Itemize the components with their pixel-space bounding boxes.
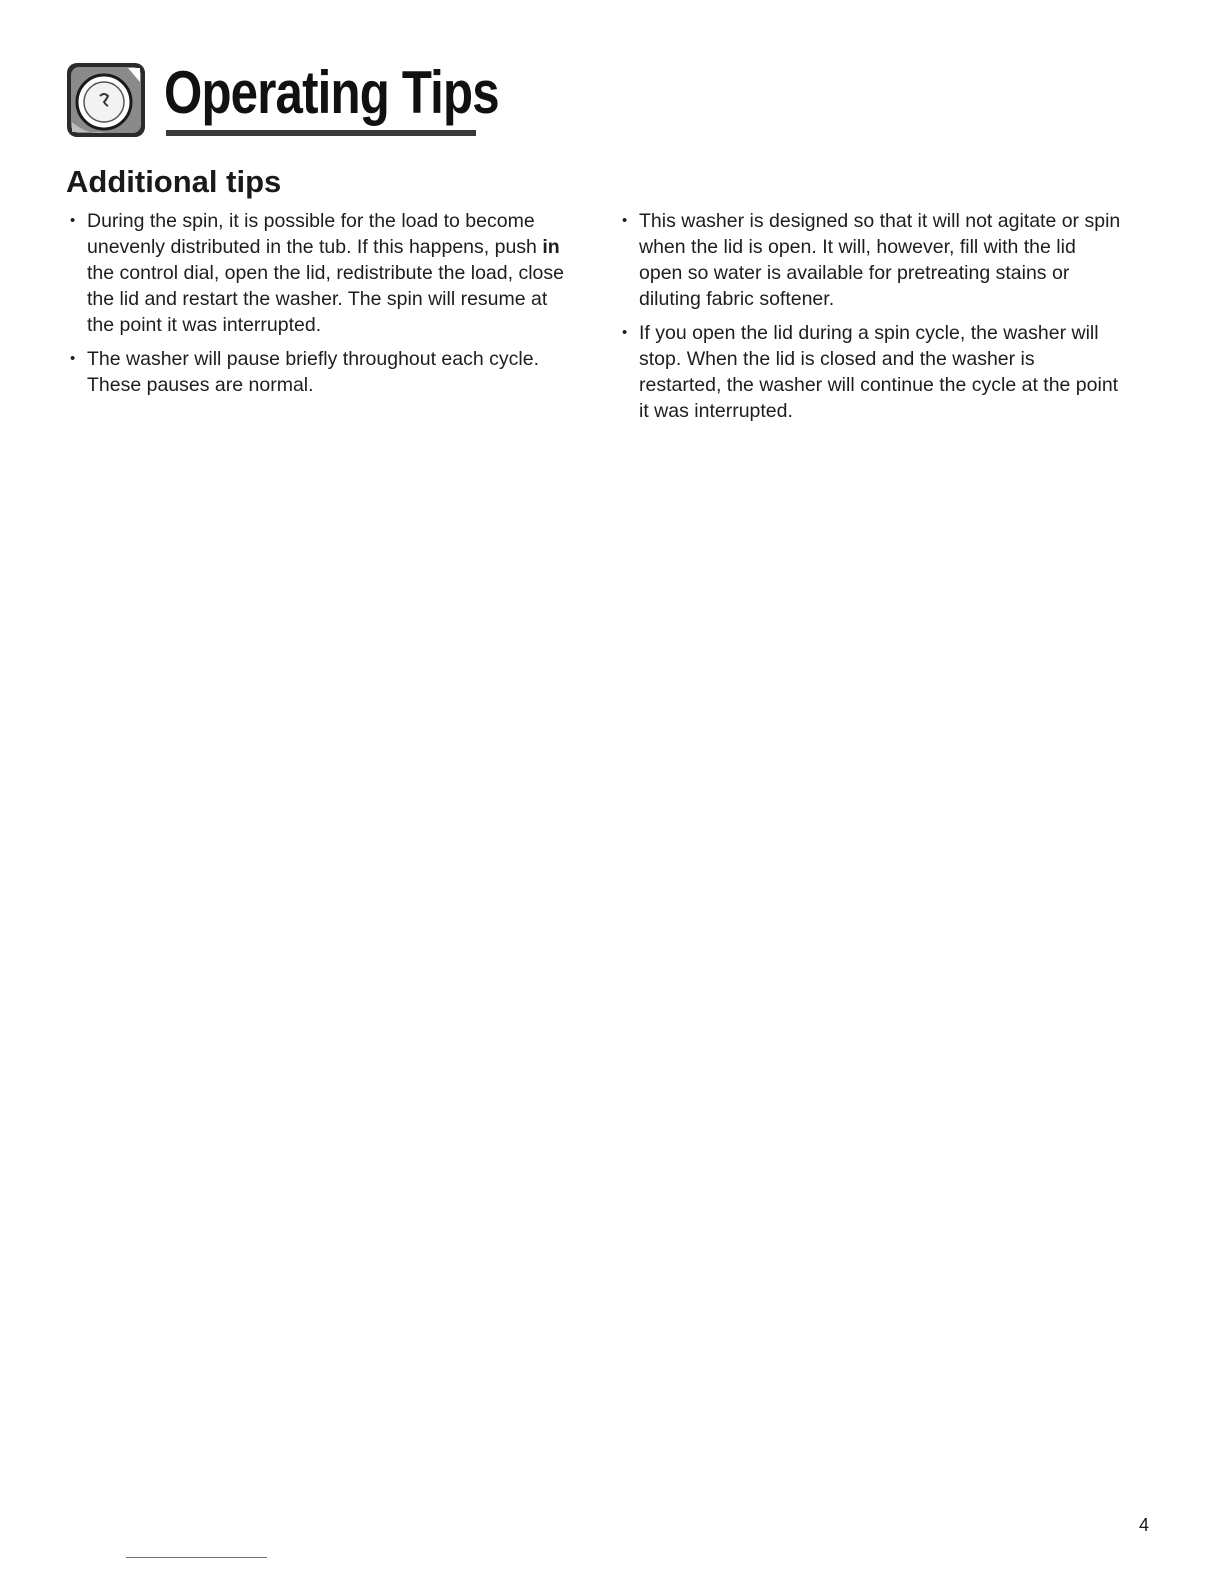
tip-text: The washer will pause briefly throughout each cycle. These pauses are normal. <box>87 348 539 396</box>
tip-item <box>622 320 1122 424</box>
washer-dial-icon <box>66 62 146 138</box>
tip-item <box>70 346 570 398</box>
bullet-icon: • <box>622 324 628 341</box>
tip-emphasis: in <box>542 236 560 258</box>
section-heading: Additional tips <box>66 164 282 199</box>
tips-right-column <box>622 208 1122 432</box>
tip-text: If you open the lid during a spin cycle, the washer will stop. When the lid is closed and the washer is restarted, the washer will continue the cycle at the point it was interrupted. <box>639 322 1119 422</box>
page-header <box>66 58 499 140</box>
tips-left-column <box>70 208 570 406</box>
tip-text: During the spin, it is possible for the load to become unevenly distributed in the tub. If this happens, push <box>87 210 543 258</box>
tip-item <box>70 208 570 338</box>
bullet-icon: • <box>622 212 628 229</box>
tip-text: the control dial, open the lid, redistribute the load, close the lid and restart the washer. The spin will resume at the point it was interrupted. <box>87 262 564 336</box>
bullet-icon: • <box>70 350 76 367</box>
page-title: Operating Tips <box>164 59 499 126</box>
bullet-icon: • <box>70 212 76 229</box>
tip-item <box>622 208 1122 312</box>
tip-text: This washer is designed so that it will not agitate or spin when the lid is open. It will, however, fill with the lid open so water is available for pretreating stains or diluting fabric softener. <box>639 210 1121 310</box>
footer-divider <box>126 1557 267 1558</box>
title-underline <box>166 130 476 136</box>
page-number: 4 <box>1138 1515 1149 1535</box>
